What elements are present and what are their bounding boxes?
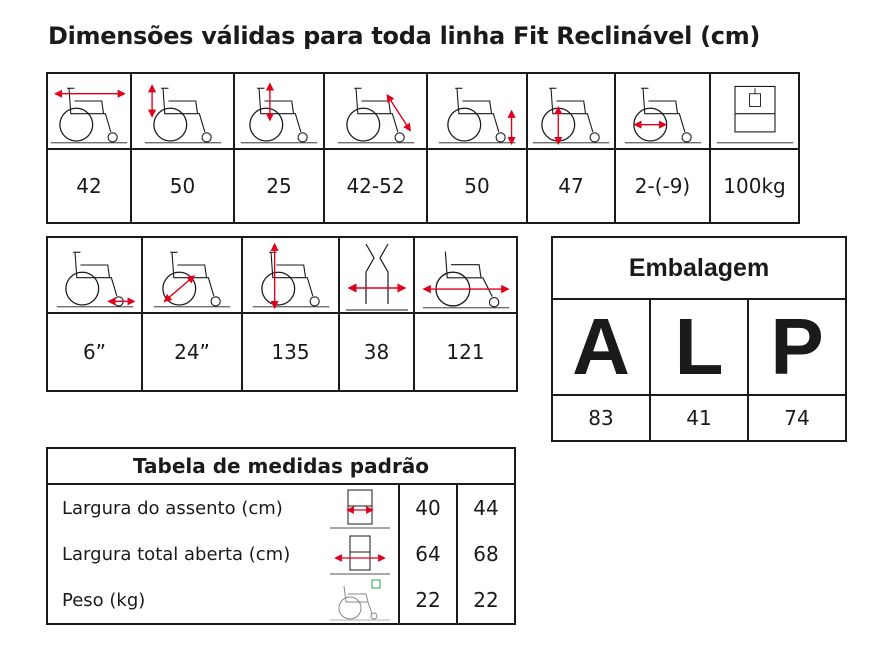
table-row — [48, 485, 398, 531]
caster-wheel-icon — [47, 237, 142, 313]
table-cell: 22 — [473, 588, 499, 612]
total-length-icon — [414, 237, 517, 313]
packaging-value: 83 — [552, 395, 650, 441]
dim-value: 50 — [427, 149, 527, 223]
packaging-letter-depth: P — [748, 299, 846, 395]
seat-width-icon — [47, 73, 131, 149]
seat-width-front-icon — [328, 486, 392, 530]
standard-values-column-2 — [457, 484, 515, 624]
standard-labels-column — [47, 484, 399, 624]
packaging-letter-height: A — [552, 299, 650, 395]
dim-value: 100kg — [710, 149, 799, 223]
table-row — [48, 577, 398, 623]
packaging-value: 74 — [748, 395, 846, 441]
dim-value: 2-(-9) — [615, 149, 710, 223]
row-label: Peso (kg) — [62, 589, 146, 611]
backrest-height-icon — [234, 73, 324, 149]
packaging-letter-width: L — [650, 299, 748, 395]
table-row — [48, 531, 398, 577]
dim-value: 25 — [234, 149, 324, 223]
row-label: Largura do assento (cm) — [62, 497, 283, 519]
table-cell: 40 — [415, 496, 441, 520]
table-cell: 68 — [473, 542, 499, 566]
dim-value: 42-52 — [324, 149, 427, 223]
recline-angle-icon — [324, 73, 427, 149]
dim-value: 121 — [414, 313, 517, 391]
packaging-value: 41 — [650, 395, 748, 441]
standard-measures-table — [46, 447, 516, 625]
dim-value: 6” — [47, 313, 142, 391]
seat-height-icon — [131, 73, 234, 149]
page-title: Dimensões válidas para toda linha Fit Reclinável (cm) — [48, 22, 761, 50]
armrest-height-icon — [427, 73, 527, 149]
packaging-title: Embalagem — [552, 237, 846, 299]
table-cell: 44 — [473, 496, 499, 520]
dim-value: 50 — [131, 149, 234, 223]
table-cell: 22 — [415, 588, 441, 612]
front-wheel-axle-icon — [615, 73, 710, 149]
total-height-icon — [242, 237, 339, 313]
dim-value: 24” — [142, 313, 242, 391]
standard-table-title: Tabela de medidas padrão — [47, 448, 515, 484]
table-cell: 64 — [415, 542, 441, 566]
dim-value: 135 — [242, 313, 339, 391]
weight-icon — [328, 578, 392, 622]
max-load-icon — [710, 73, 799, 149]
packaging-table — [551, 236, 847, 442]
rear-wheel-height-icon — [527, 73, 615, 149]
standard-values-column-1 — [399, 484, 457, 624]
open-width-front-icon — [328, 532, 392, 576]
row-label: Largura total aberta (cm) — [62, 543, 291, 565]
folded-width-icon — [339, 237, 414, 313]
dim-value: 42 — [47, 149, 131, 223]
rear-wheel-diameter-icon — [142, 237, 242, 313]
dimensions-table-row2 — [46, 236, 518, 392]
dimensions-table-row1 — [46, 72, 800, 224]
dim-value: 38 — [339, 313, 414, 391]
dim-value: 47 — [527, 149, 615, 223]
